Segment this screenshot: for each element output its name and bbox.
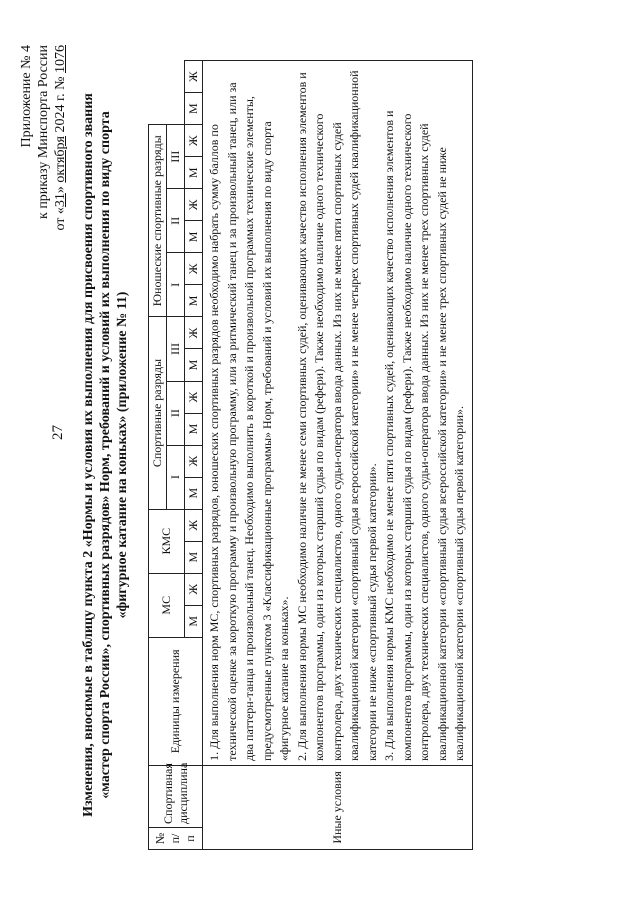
col-ms: МС bbox=[149, 573, 185, 637]
page-number: 27 bbox=[50, 425, 66, 440]
gender-m: М bbox=[185, 157, 203, 189]
condition-1: 1. Для выполнения норм МС, спортивных разрядов, юношеских спортивных разрядов необходимо набрать сумму баллов по технической оценке за короткую программу и произвольную программу, или за ритмический танец и за произвольный танец, или за два паттерн-танца и произвольный танец. Необходимо выполнить в короткой и произвольной программах технические элементы, предусмотренные пунктом 3 «Классификационные программы» Норм, требований и условий их выполнения по виду спорта «фигурное катание на коньках». bbox=[207, 82, 291, 761]
condition-2: 2. Для выполнения нормы МС необходимо наличие не менее семи спортивных судей, оценивающих качество исполнения элементов и компонентов программы, один из которых старший судья по видам (рефери). Также необходимо наличие одного технического контролера, двух технических специалистов, одного судьи-оператора ввода данных. Из них не менее пяти спортивных судей квалификационной категории «спортивный судья всероссийской категории» и не менее четырех спортивных судей квалификационной категории не ниже «спортивный судья первой категории». bbox=[294, 70, 379, 761]
gender-zh: Ж bbox=[185, 573, 203, 605]
conditions-text bbox=[203, 61, 473, 766]
sport-rank-i: I bbox=[167, 445, 185, 509]
date-mid: » bbox=[53, 186, 68, 194]
col-sport-ranks: Спортивные разряды bbox=[149, 317, 167, 509]
norms-table bbox=[148, 60, 473, 850]
order-reference: к приказу Минспорта России bbox=[36, 45, 51, 219]
gender-zh: Ж bbox=[185, 445, 203, 477]
gender-zh: Ж bbox=[185, 189, 203, 221]
date-prefix: от « bbox=[53, 207, 68, 231]
gender-m: М bbox=[185, 541, 203, 573]
title-line-1: Изменения, вносимые в таблицу пункта 2 «Нормы и условия их выполнения для присвоения спортивного звания bbox=[81, 93, 96, 817]
rotated-page bbox=[10, 20, 610, 890]
gender-m: М bbox=[185, 285, 203, 317]
gender-m: М bbox=[185, 349, 203, 381]
title-line-3: «фигурное катание на коньках» (приложение № 11) bbox=[115, 291, 130, 619]
order-date bbox=[52, 45, 69, 231]
condition-3: 3. Для выполнения нормы КМС необходимо не менее пяти спортивных судей, оценивающих качество исполнения элементов и компонентов программы, один из которых старший судья по видам (рефери). Также необходимо наличие одного технического контролера, двух технических специалистов, одного судьи-оператора ввода данных. Из них не менее трех спортивных судей квалификационной категории «спортивный судья всероссийской категории» и не менее трех спортивных судей не ниже квалификационной категории «спортивный судья первой категории». bbox=[382, 110, 466, 761]
gender-m: М bbox=[185, 221, 203, 253]
gender-m: М bbox=[185, 413, 203, 445]
gender-zh: Ж bbox=[185, 381, 203, 413]
sport-rank-iii: III bbox=[167, 317, 185, 381]
date-year: 2024 г. № bbox=[53, 76, 68, 133]
gender-zh: Ж bbox=[185, 253, 203, 285]
header-row-1 bbox=[149, 61, 167, 850]
sport-rank-ii: II bbox=[167, 381, 185, 445]
col-discipline: Спортивная дисциплина bbox=[149, 765, 203, 827]
gender-m: М bbox=[185, 605, 203, 637]
youth-rank-i: I bbox=[167, 253, 185, 317]
col-youth-ranks: Юношеские спортивные разряды bbox=[149, 125, 167, 317]
date-month: октября bbox=[53, 136, 68, 183]
appendix-header bbox=[18, 45, 69, 231]
gender-zh: Ж bbox=[185, 317, 203, 349]
youth-rank-iii: III bbox=[167, 125, 185, 189]
title-line-2: «мастер спорта России», спортивных разрядов» Норм, требований и условий их выполнения по виду спорта bbox=[98, 111, 113, 799]
gender-m: М bbox=[185, 477, 203, 509]
gender-zh: Ж bbox=[185, 61, 203, 93]
col-kms: КМС bbox=[149, 509, 185, 573]
col-number: № п/п bbox=[149, 827, 203, 849]
appendix-number: Приложение № 4 bbox=[19, 45, 34, 148]
conditions-label: Иные условия bbox=[203, 765, 473, 849]
document-title bbox=[80, 30, 131, 880]
date-day: 31 bbox=[53, 193, 68, 208]
gender-m: М bbox=[185, 93, 203, 125]
gender-zh: Ж bbox=[185, 125, 203, 157]
youth-rank-ii: II bbox=[167, 189, 185, 253]
gender-zh: Ж bbox=[185, 509, 203, 541]
col-units: Единицы измерения bbox=[149, 637, 203, 765]
order-number: 1076 bbox=[53, 45, 68, 73]
conditions-row bbox=[203, 61, 473, 850]
